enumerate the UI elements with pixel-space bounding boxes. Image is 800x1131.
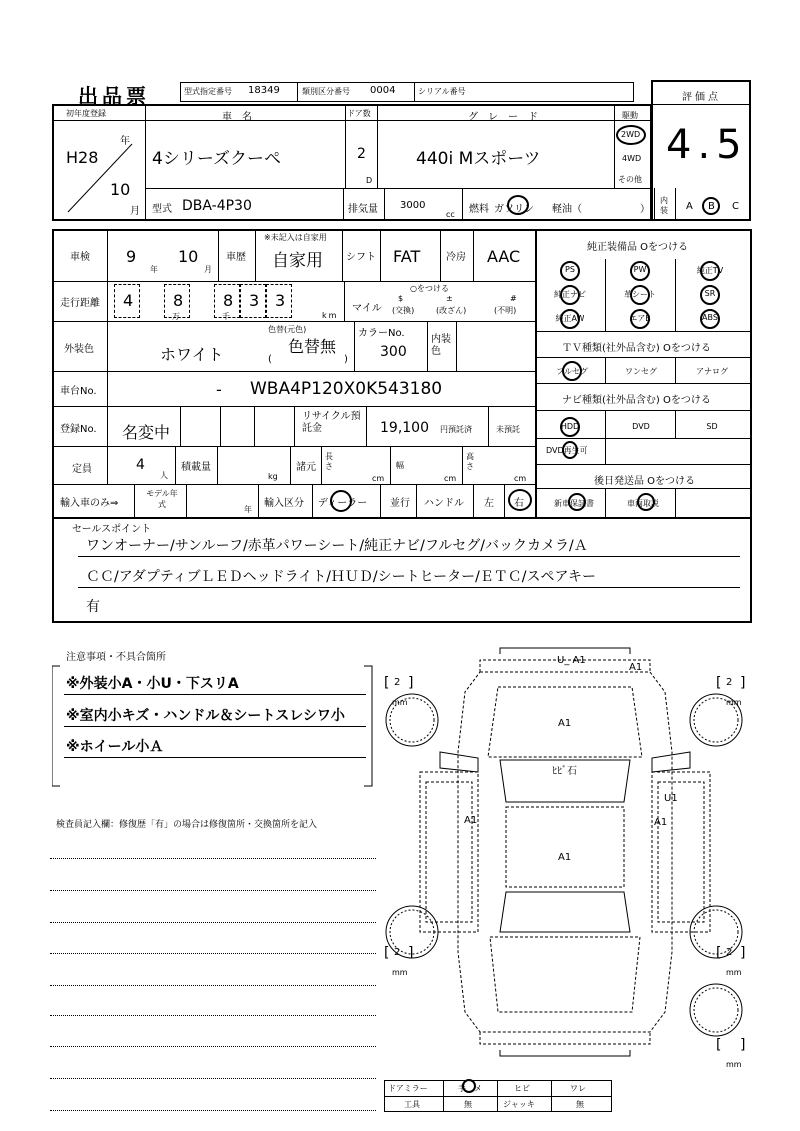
- displacement-value: 3000: [400, 200, 426, 211]
- damage-front-bumper: U_ A1: [557, 655, 586, 666]
- fuel-label: 燃料: [469, 204, 489, 215]
- dvd-play-circle: [562, 441, 578, 459]
- mileage-modified: (改ざん): [436, 306, 467, 315]
- shaken-label: 車検: [70, 252, 90, 263]
- equip-item-circle: [560, 309, 580, 329]
- class-no-value: 0004: [370, 85, 396, 96]
- mileage-exchanged: (交換): [392, 306, 415, 315]
- equip-item-circle: [700, 285, 720, 305]
- doors-value: 2: [357, 146, 366, 162]
- damage-front-right: A1: [629, 662, 643, 673]
- drive-2wd: 2WD: [621, 130, 641, 139]
- equip-item: SR: [704, 289, 716, 298]
- handle-left: 左: [484, 498, 494, 509]
- tire-front-left-value: 2: [394, 677, 401, 688]
- shaken-year: 9: [126, 247, 137, 266]
- color-no-label: カラーNo.: [358, 328, 405, 339]
- serial-label: シリアル番号: [418, 87, 466, 96]
- damage-left-side: A1: [464, 815, 478, 826]
- navi-hdd-circle: [560, 417, 580, 437]
- interior-color-label: 内装色: [431, 334, 451, 357]
- sales-line-2: ＣＣ/アダプティブＬＥＤヘッドライト/ＨＵＤ/シートヒーター/ＥＴＣ/スペアキー: [86, 569, 596, 585]
- tv-item: アナログ: [696, 367, 728, 376]
- color-value: ホワイト: [160, 345, 224, 364]
- mile-option: マイル: [352, 303, 382, 314]
- drive-other: その他: [618, 175, 642, 184]
- first-reg-slash: [60, 140, 140, 216]
- mileage-label: 走行距離: [60, 298, 100, 309]
- drive-4wd: 4WD: [622, 154, 642, 163]
- ac-label: 冷房: [446, 252, 466, 263]
- equip-item: PS: [565, 265, 575, 274]
- import-parallel: 並行: [390, 498, 410, 509]
- doors-label: ドア数: [347, 109, 371, 118]
- equip-item-circle: [700, 309, 720, 329]
- color-label: 外装色: [64, 344, 94, 355]
- drive-2wd-circle: [616, 125, 646, 145]
- first-reg-label: 初年度登録: [66, 109, 106, 118]
- tire-rear-right-value: 2: [726, 947, 733, 958]
- history-value: 自家用: [272, 251, 323, 271]
- load-label: 積載量: [181, 462, 211, 473]
- interior-label: 内装: [660, 196, 668, 215]
- import-dealer: ディーラー: [318, 498, 368, 509]
- equip-title: 純正装備品 Oをつける: [587, 242, 689, 253]
- handle-right-circle: [508, 489, 532, 511]
- import-label: 輸入車のみ⇒: [60, 498, 119, 509]
- doc-item: 車両取説: [627, 499, 659, 508]
- first-reg-month: 10: [110, 180, 131, 199]
- equip-item: ABS: [702, 313, 718, 322]
- fuel-diesel: 軽油（: [552, 204, 582, 215]
- score-label: 評価点: [682, 92, 721, 103]
- mileage-digit: 3: [249, 291, 260, 310]
- shaken-month: 10: [178, 247, 199, 266]
- history-label: 車歴: [226, 252, 246, 263]
- capacity-value: 4: [136, 457, 145, 473]
- doc-item-circle: [568, 493, 586, 511]
- tv-fullseg-circle: [562, 361, 582, 381]
- equip-item: エアB: [629, 314, 651, 323]
- sales-line-1: ワンオーナー/サンルーフ/赤革パワーシート/純正ナビ/フルセグ/バックカメラ/Ａ: [86, 538, 588, 554]
- navi-item: HDD: [560, 422, 580, 431]
- sheet-title: 出品票: [78, 84, 150, 108]
- note-line-2: ※室内小キズ・ハンドル＆シートスレシワ小: [66, 708, 345, 724]
- mileage-digit: 8: [173, 291, 184, 310]
- dvd-play: DVD再生可: [546, 446, 588, 455]
- handle-label: ハンドル: [424, 498, 464, 509]
- tools-value: 無: [464, 1100, 472, 1109]
- docs-title: 後日発送品 Oをつける: [594, 476, 696, 487]
- reg-label: 登録No.: [60, 424, 97, 435]
- mileage-digit: 8: [223, 291, 234, 310]
- navi-item: SD: [706, 422, 718, 431]
- equip-item: 純正ナビ: [554, 290, 586, 299]
- damage-windshield: ﾋﾋﾞ石: [552, 766, 577, 777]
- damage-right-side: A1: [654, 817, 668, 828]
- doc-item-circle: [637, 493, 655, 511]
- equip-item: 純正TV: [696, 266, 724, 275]
- dealer-circle: [330, 490, 352, 512]
- fuel-circle: [507, 195, 529, 215]
- equip-item-circle: [630, 261, 650, 281]
- capacity-label: 定員: [72, 464, 92, 475]
- tv-item: ワンセグ: [625, 367, 657, 376]
- doc-item: 新車保証書: [554, 499, 594, 508]
- fuel-gasoline: ガソリン: [494, 204, 534, 215]
- chassis-value: WBA4P120X0K543180: [250, 379, 443, 399]
- mileage-digit: 4: [123, 291, 134, 310]
- equip-item: 革シート: [624, 290, 656, 299]
- mirror-value: 手 メ: [458, 1084, 482, 1093]
- equip-item-circle: [630, 309, 650, 329]
- equip-item-circle: [630, 285, 650, 305]
- tire-rear-left-value: 2: [394, 947, 401, 958]
- tire-front-right-value: 2: [726, 677, 733, 688]
- mileage-unknown: (不明): [494, 306, 517, 315]
- model-value: DBA-4P30: [182, 198, 252, 214]
- notes-label: 注意事項・不具合箇所: [66, 652, 166, 663]
- equip-item: 純正AW: [555, 314, 585, 323]
- import-div-label: 輸入区分: [264, 498, 304, 509]
- equip-item: PW: [633, 265, 647, 274]
- sales-line-3: 有: [86, 599, 100, 615]
- grade-value: 440i Mスポーツ: [416, 149, 541, 169]
- mirror-circle: [462, 1079, 476, 1093]
- chassis-label: 車台No.: [60, 386, 97, 397]
- jack-value: 無: [576, 1100, 584, 1109]
- type-no-label: 型式指定番号: [184, 87, 232, 96]
- equip-item-circle: [560, 285, 580, 305]
- recycle-value: 19,100: [380, 420, 429, 436]
- displacement-label: 排気量: [348, 204, 378, 215]
- car-name: 4シリーズクーペ: [152, 149, 281, 169]
- note-line-3: ※ホイール小Ａ: [66, 739, 164, 755]
- equip-item-circle: [700, 261, 720, 281]
- type-no-value: 18349: [248, 85, 280, 96]
- navi-item: DVD: [632, 422, 650, 431]
- sales-label: セールスポイント: [72, 524, 152, 535]
- tv-item: フルセグ: [556, 367, 588, 376]
- interior-b-circle: [702, 197, 720, 215]
- shift-label: シフト: [346, 252, 376, 263]
- handle-right: 右: [514, 498, 524, 509]
- color-no-value: 300: [380, 344, 407, 360]
- damage-hood: A1: [558, 718, 572, 729]
- damage-right-side-upper: U1: [664, 793, 678, 804]
- color-change-value: 色替無: [288, 337, 337, 356]
- class-no-label: 類別区分番号: [302, 87, 350, 96]
- damage-roof: A1: [558, 852, 572, 863]
- car-name-label: 車 名: [222, 112, 252, 123]
- navi-title: ナビ種類(社外品含む) Oをつける: [562, 395, 711, 406]
- inspector-label: 検査員記入欄：修復歴「有」の場合は修復箇所・交換箇所を記入: [56, 820, 318, 830]
- grade-label: グ レ ー ド: [468, 112, 538, 123]
- ac-value: AAC: [487, 247, 521, 266]
- tv-title: ＴＶ種類(社外品含む) Oをつける: [562, 343, 711, 354]
- shift-value: FAT: [393, 247, 421, 266]
- drive-label: 駆動: [622, 111, 638, 120]
- reg-value: 名変中: [122, 423, 171, 442]
- mileage-digit: 3: [275, 291, 286, 310]
- note-line-1: ※外装小A・小U・下スリA: [66, 676, 239, 692]
- model-label: 型式: [152, 204, 172, 215]
- first-reg-era-year: H28: [66, 148, 99, 167]
- dims-label: 諸元: [296, 462, 316, 473]
- recycle-label: リサイクル預託金: [302, 411, 361, 434]
- equip-item-circle: [560, 261, 580, 281]
- score-value: 4.5: [666, 122, 748, 168]
